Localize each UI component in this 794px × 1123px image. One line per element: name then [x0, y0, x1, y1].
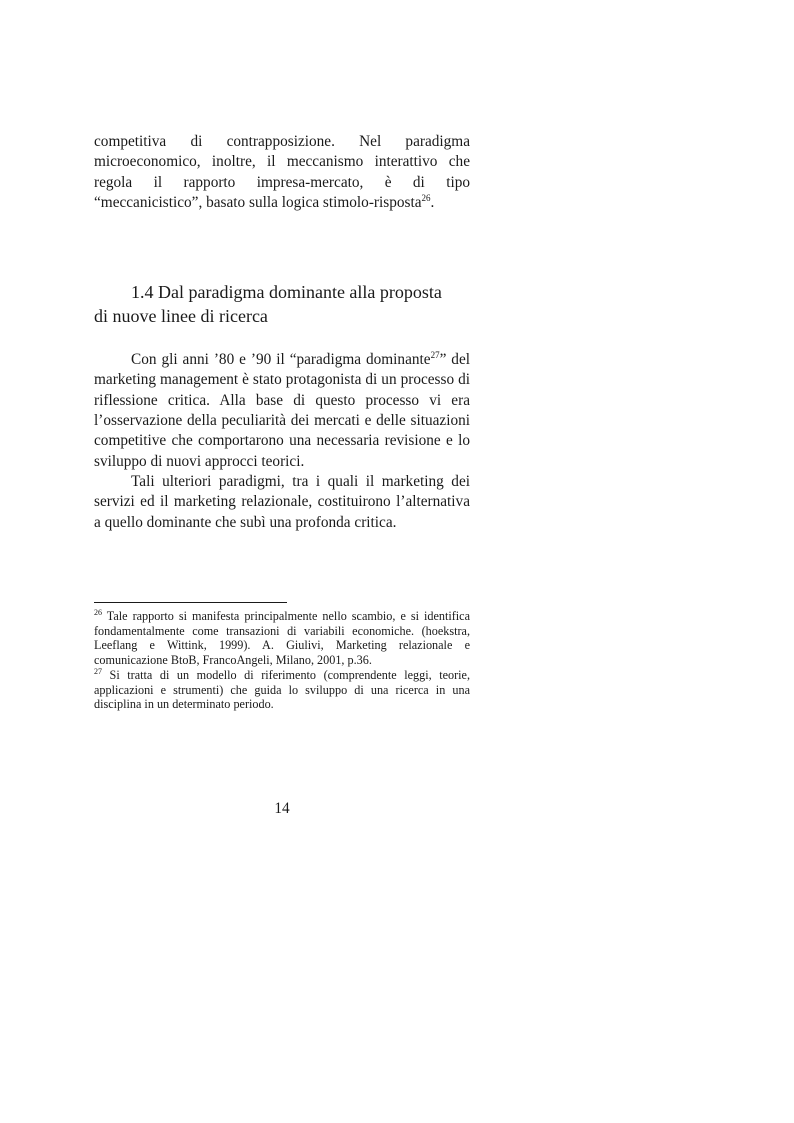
section-heading-line2-wrap — [94, 305, 470, 329]
paragraph-1 — [94, 132, 470, 213]
footnote-27 — [94, 668, 470, 712]
page-body — [94, 132, 470, 533]
section-heading-line2: di nuove linee di ricerca — [94, 305, 268, 326]
footnote-ref-26[interactable]: 26 — [421, 192, 431, 203]
footnote-ref-27[interactable]: 27 — [430, 350, 440, 361]
page-number: 14 — [274, 800, 290, 817]
section-gap — [94, 328, 470, 350]
footnote-26 — [94, 609, 470, 668]
paragraph-1-text: competitiva di contrapposizione. Nel paradigma microeconomico, inoltre, il meccanismo interattivo che regola il rapporto impresa-mercato, è di tipo “meccanicistico”, basato sulla logica stimolo-risposta — [94, 133, 470, 211]
footnote-27-text: Si tratta di un modello di riferimento (comprendente leggi, teorie, applicazioni e strumenti) che guida lo sviluppo di una ricerca in una disciplina in un determinato periodo. — [94, 667, 470, 712]
paragraph-3-text: Tali ulteriori paradigmi, tra i quali il marketing dei servizi ed il marketing relazionale, costituirono l’alternativa a quello dominante che subì una profonda critica. — [94, 472, 470, 531]
paragraph-2-rest: ” del marketing management è stato protagonista di un processo di riflessione critica. Alla base di questo processo vi era l’osservazione della peculiarità dei mercati e delle situazioni competitive che comportarono una necessaria revisione e lo sviluppo di nuovi approcci teorici. — [94, 351, 470, 470]
section-heading — [94, 281, 470, 305]
footnote-26-number: 26 — [94, 607, 102, 617]
footnotes — [94, 609, 470, 712]
paragraph-2-start: Con gli anni ’80 e ’90 il “paradigma dominante — [131, 351, 431, 369]
footnote-27-number: 27 — [94, 666, 102, 676]
paragraph-3 — [94, 472, 470, 533]
paragraph-1-end: . — [430, 193, 435, 211]
footnote-divider — [94, 602, 287, 603]
section-heading-line1: 1.4 Dal paradigma dominante alla proposta — [131, 282, 442, 303]
footnote-26-text: Tale rapporto si manifesta principalmente nello scambio, e si identifica fondamentalmente come transazioni di variabili economiche. (hoekstra, Leeflang e Wittink, 1999). A. Giulivi, Marketing relazionale e comunicazione BtoB, FrancoAngeli, Milano, 2001, p.36. — [94, 609, 470, 668]
paragraph-2 — [94, 350, 470, 472]
